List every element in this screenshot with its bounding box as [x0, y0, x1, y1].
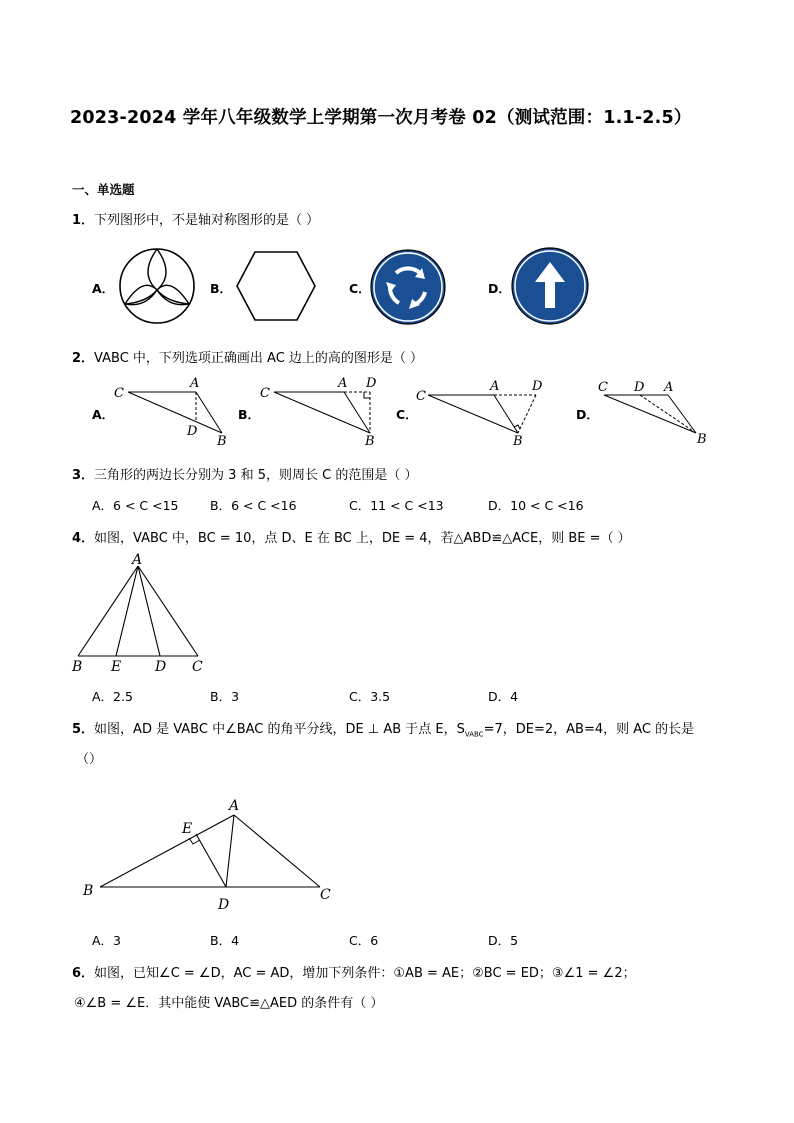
option-b[interactable]: B．4 — [210, 933, 240, 948]
vertex-label: A — [490, 379, 500, 394]
option-b[interactable]: B． — [238, 407, 261, 422]
vertex-label: D — [187, 424, 198, 439]
vertex-label: C — [114, 386, 124, 401]
vertex-label: B — [513, 434, 523, 447]
vertex-label: D — [218, 897, 230, 913]
option-a[interactable]: A．2.5 — [92, 689, 133, 704]
altitude-figure-d — [594, 375, 714, 447]
option-b[interactable]: B． — [210, 281, 233, 296]
question-4 — [72, 527, 631, 546]
vertex-label: B — [72, 659, 83, 675]
vertex-label: A — [338, 376, 348, 391]
question-text: 三角形的两边长分别为 3 和 5，则周长 C 的范围是（ ） — [94, 468, 418, 483]
question-3 — [72, 464, 417, 483]
triangle-figure-q5 — [78, 795, 348, 915]
trefoil-circle-icon — [117, 246, 197, 326]
question-6 — [72, 962, 636, 981]
vertex-label: D — [532, 379, 543, 394]
vertex-label: C — [598, 380, 608, 395]
vertex-label: C — [416, 389, 426, 404]
option-a[interactable]: A．6 < C <15 — [92, 498, 179, 513]
vertex-label: D — [155, 659, 167, 675]
section-heading: 一、单选题 — [72, 182, 135, 197]
altitude-figure-b — [256, 375, 386, 447]
question-5 — [72, 718, 694, 739]
question-2 — [72, 347, 423, 366]
vertex-label: A — [229, 798, 240, 814]
vertex-label: E — [111, 659, 122, 675]
option-a[interactable]: A．3 — [92, 933, 122, 948]
roundabout-sign-icon — [369, 248, 447, 326]
vertex-label: C — [320, 887, 331, 903]
question-number: 3． — [72, 468, 95, 483]
hexagon-icon — [235, 250, 317, 322]
question-text: 如图，AD 是 VABC 中∠BAC 的角平分线，DE ⊥ AB 于点 E，S — [94, 722, 465, 737]
vertex-label: C — [260, 386, 270, 401]
up-arrow-sign-icon — [510, 246, 590, 326]
question-number: 4． — [72, 531, 95, 546]
vertex-label: A — [132, 552, 143, 568]
option-b[interactable]: B．6 < C <16 — [210, 498, 297, 513]
option-c[interactable]: C．6 — [349, 933, 379, 948]
option-d[interactable]: D．5 — [488, 933, 519, 948]
triangle-figure-q4 — [68, 550, 218, 680]
vertex-label: D — [634, 380, 645, 395]
vertex-label: A — [190, 376, 200, 391]
option-d[interactable]: D．4 — [488, 689, 519, 704]
vertex-label: B — [365, 434, 375, 447]
vertex-label: C — [192, 659, 203, 675]
question-1 — [72, 209, 319, 228]
option-d[interactable]: D．10 < C <16 — [488, 498, 584, 513]
vertex-label: B — [697, 432, 707, 447]
question-text: 如图，已知∠C = ∠D，AC = AD，增加下列条件：①AB = AE；②BC = ED；③∠1 = ∠2； — [94, 966, 636, 981]
option-d[interactable]: D． — [488, 281, 511, 296]
area-subscript: VABC — [464, 730, 484, 739]
question-5-line-2: （） — [76, 752, 103, 767]
question-text: 下列图形中，不是轴对称图形的是（ ） — [94, 213, 320, 228]
option-c[interactable]: C．11 < C <13 — [349, 498, 444, 513]
page-title: 2023-2024 学年八年级数学上学期第一次月考卷 02（测试范围：1.1-2.5） — [70, 108, 692, 128]
option-a[interactable]: A． — [92, 407, 115, 422]
option-d[interactable]: D． — [576, 407, 599, 422]
option-c[interactable]: C． — [349, 281, 371, 296]
option-a[interactable]: A． — [92, 281, 115, 296]
altitude-figure-a — [110, 375, 230, 447]
option-c[interactable]: C．3.5 — [349, 689, 391, 704]
question-text: 如图，VABC 中，BC = 10，点 D、E 在 BC 上，DE = 4，若△ABD≌△ACE，则 BE =（ ） — [94, 531, 631, 546]
option-c[interactable]: C． — [396, 407, 418, 422]
vertex-label: B — [83, 883, 94, 899]
question-text-tail: =7，DE=2，AB=4，则 AC 的长是 — [483, 722, 695, 737]
question-number: 6． — [72, 966, 95, 981]
vertex-label: D — [366, 376, 377, 391]
question-text: VABC 中，下列选项正确画出 AC 边上的高的图形是（ ） — [94, 351, 424, 366]
question-number: 1． — [72, 213, 95, 228]
option-b[interactable]: B．3 — [210, 689, 240, 704]
question-number: 5． — [72, 722, 95, 737]
altitude-figure-c — [414, 375, 554, 447]
question-number: 2． — [72, 351, 95, 366]
vertex-label: E — [182, 821, 193, 837]
question-6-line-2: ④∠B = ∠E．其中能使 VABC≌△AED 的条件有（ ） — [74, 996, 384, 1011]
vertex-label: A — [664, 380, 674, 395]
vertex-label: B — [217, 434, 227, 447]
